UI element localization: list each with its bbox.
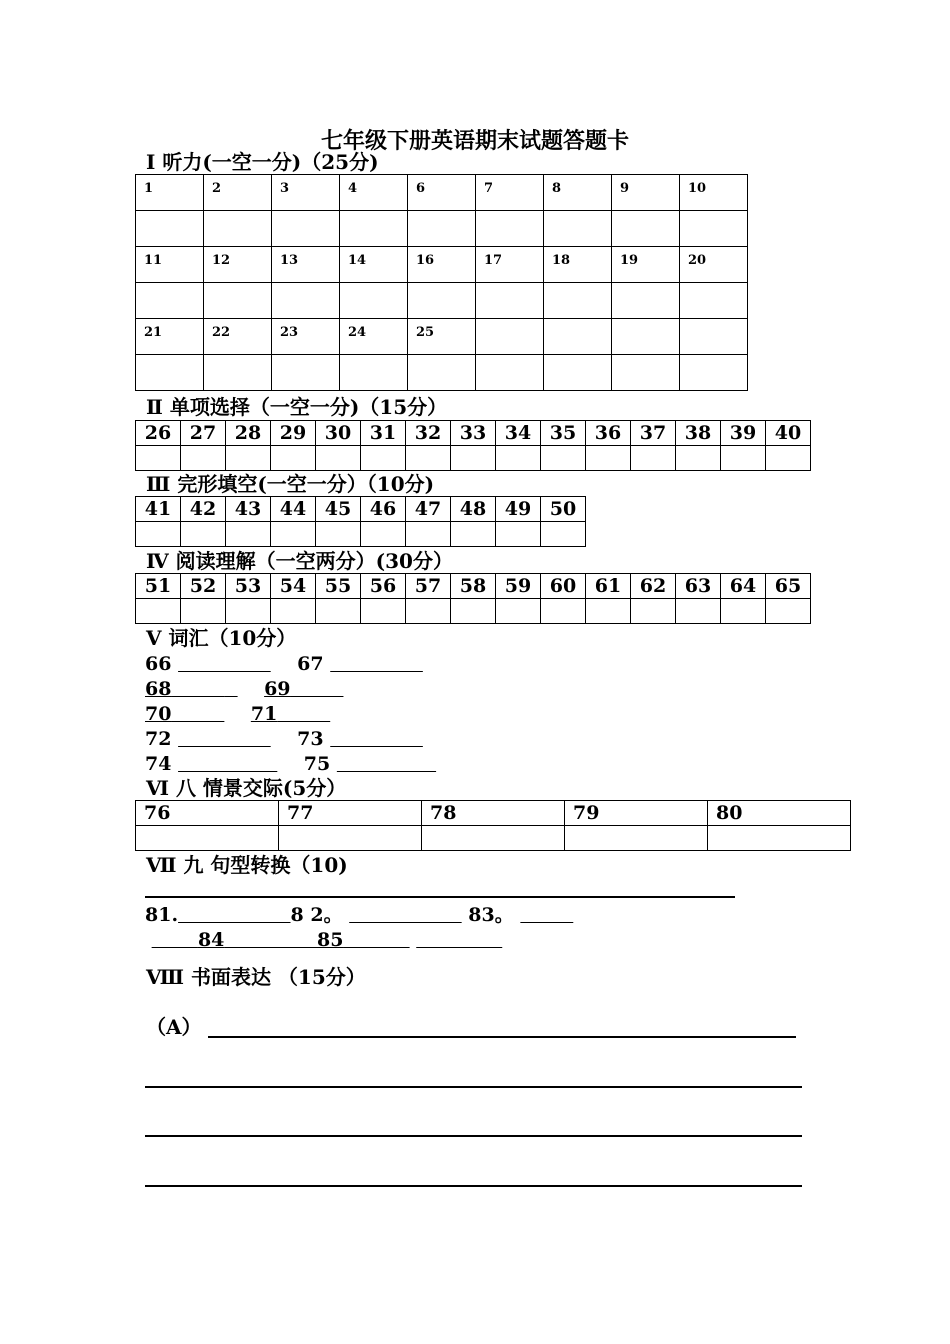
answer-cell[interactable] [408, 283, 476, 319]
empty-cell [544, 355, 612, 391]
answer-number-cell: 10 [680, 175, 748, 211]
answer-number-cell: 62 [631, 574, 676, 599]
vocab-line-72-73: 72 73 [145, 727, 423, 751]
answer-number-cell: 32 [406, 421, 451, 446]
answer-cell[interactable] [708, 826, 851, 851]
answer-cell[interactable] [340, 211, 408, 247]
answer-number-cell: 47 [406, 497, 451, 522]
writing-line[interactable] [145, 1086, 802, 1088]
answer-cell[interactable] [766, 446, 811, 471]
answer-number-cell: 60 [541, 574, 586, 599]
answer-number-cell: 56 [361, 574, 406, 599]
empty-cell [544, 319, 612, 355]
answer-cell[interactable] [544, 283, 612, 319]
answer-cell[interactable] [272, 211, 340, 247]
writing-line[interactable] [145, 1135, 802, 1137]
answer-number-cell: 51 [136, 574, 181, 599]
answer-number-cell: 44 [271, 497, 316, 522]
answer-number-cell: 43 [226, 497, 271, 522]
blank[interactable] [349, 904, 461, 926]
answer-number-cell: 63 [676, 574, 721, 599]
answer-cell[interactable] [496, 522, 541, 547]
section-reading-heading: Ⅳ 阅读理解（一空两分）(30分） [146, 549, 453, 573]
answer-cell[interactable] [226, 522, 271, 547]
reading-answer-table [135, 573, 811, 624]
writing-line[interactable] [145, 1185, 802, 1187]
answer-cell[interactable] [676, 599, 721, 624]
answer-number-cell: 28 [226, 421, 271, 446]
answer-cell[interactable] [496, 446, 541, 471]
answer-number-cell: 52 [181, 574, 226, 599]
answer-number-cell: 80 [708, 801, 851, 826]
section-cloze-heading: Ⅲ 完形填空(一空一分）（10分) [146, 472, 435, 496]
answer-cell[interactable] [680, 211, 748, 247]
answer-cell[interactable] [226, 446, 271, 471]
blank[interactable] [152, 929, 198, 951]
dialogue-answer-table [135, 800, 851, 851]
answer-cell[interactable] [226, 599, 271, 624]
answer-number-cell: 79 [565, 801, 708, 826]
answer-cell[interactable] [136, 283, 204, 319]
writing-line[interactable] [208, 1036, 796, 1038]
answer-cell[interactable] [136, 355, 204, 391]
answer-cell[interactable] [541, 599, 586, 624]
answer-cell[interactable] [272, 355, 340, 391]
blank[interactable] [520, 904, 573, 926]
answer-number-cell: 24 [340, 319, 408, 355]
answer-cell[interactable] [271, 446, 316, 471]
answer-number-cell: 4 [340, 175, 408, 211]
section-dialogue-heading: Ⅵ 八 情景交际(5分） [146, 776, 347, 800]
answer-number-cell: 54 [271, 574, 316, 599]
vocab-line-70-71: 70 71 [145, 703, 278, 725]
answer-cell[interactable] [721, 599, 766, 624]
blank[interactable] [178, 753, 277, 775]
answer-cell[interactable] [136, 522, 181, 547]
answer-cell[interactable] [340, 355, 408, 391]
empty-cell [612, 355, 680, 391]
empty-cell [680, 355, 748, 391]
answer-cell[interactable] [721, 446, 766, 471]
answer-cell[interactable] [361, 522, 406, 547]
choice-answer-table [135, 420, 811, 471]
answer-number-cell: 23 [272, 319, 340, 355]
empty-cell [476, 355, 544, 391]
empty-cell [612, 319, 680, 355]
answer-number-cell: 8 [544, 175, 612, 211]
answer-cell[interactable] [676, 446, 721, 471]
answer-cell[interactable] [680, 283, 748, 319]
answer-cell[interactable] [408, 211, 476, 247]
answer-number-cell: 61 [586, 574, 631, 599]
blank[interactable] [330, 653, 423, 675]
answer-cell[interactable] [136, 599, 181, 624]
answer-cell[interactable] [476, 283, 544, 319]
answer-cell[interactable] [631, 446, 676, 471]
answer-number-cell: 27 [181, 421, 226, 446]
vocab-line-68-69: 68 69 [145, 678, 291, 700]
answer-number-cell: 21 [136, 319, 204, 355]
answer-cell[interactable] [408, 355, 476, 391]
answer-cell[interactable] [136, 826, 279, 851]
answer-number-cell: 17 [476, 247, 544, 283]
answer-cell[interactable] [565, 826, 708, 851]
answer-number-cell: 58 [451, 574, 496, 599]
answer-number-cell: 2 [204, 175, 272, 211]
empty-cell [680, 319, 748, 355]
answer-cell[interactable] [279, 826, 422, 851]
blank[interactable] [224, 678, 237, 700]
answer-cell[interactable] [204, 355, 272, 391]
answer-number-cell: 22 [204, 319, 272, 355]
answer-cell[interactable] [422, 826, 565, 851]
blank[interactable] [224, 929, 317, 951]
answer-number-cell: 40 [766, 421, 811, 446]
answer-number-cell: 14 [340, 247, 408, 283]
answer-number-cell: 41 [136, 497, 181, 522]
answer-number-cell: 3 [272, 175, 340, 211]
blank[interactable] [337, 753, 436, 775]
answer-cell[interactable] [631, 599, 676, 624]
answer-cell[interactable] [406, 522, 451, 547]
answer-number-cell: 18 [544, 247, 612, 283]
answer-number-cell: 42 [181, 497, 226, 522]
answer-cell[interactable] [271, 599, 316, 624]
answer-number-cell: 76 [136, 801, 279, 826]
answer-cell[interactable] [316, 599, 361, 624]
answer-number-cell: 59 [496, 574, 541, 599]
listening-answer-table [135, 174, 748, 391]
blank[interactable] [178, 653, 271, 675]
section-vocab-heading: Ⅴ 词汇（10分） [146, 626, 297, 650]
answer-cell[interactable] [361, 599, 406, 624]
answer-cell[interactable] [181, 522, 226, 547]
answer-number-cell: 77 [279, 801, 422, 826]
blank[interactable] [178, 904, 290, 926]
answer-number-cell: 78 [422, 801, 565, 826]
answer-cell[interactable] [544, 211, 612, 247]
answer-number-cell: 13 [272, 247, 340, 283]
section-choice-heading: Ⅱ 单项选择（一空一分)（15分） [146, 395, 448, 419]
answer-number-cell: 57 [406, 574, 451, 599]
answer-cell[interactable] [766, 599, 811, 624]
answer-cell[interactable] [612, 283, 680, 319]
answer-number-cell: 33 [451, 421, 496, 446]
answer-number-cell: 64 [721, 574, 766, 599]
answer-number-cell: 19 [612, 247, 680, 283]
answer-number-cell: 49 [496, 497, 541, 522]
answer-number-cell: 30 [316, 421, 361, 446]
answer-number-cell: 26 [136, 421, 181, 446]
answer-cell[interactable] [361, 446, 406, 471]
answer-cell[interactable] [181, 446, 226, 471]
answer-cell[interactable] [204, 211, 272, 247]
answer-number-cell: 29 [271, 421, 316, 446]
answer-cell[interactable] [612, 211, 680, 247]
transform-line-84-85: 84 85 [145, 928, 502, 952]
answer-cell[interactable] [476, 211, 544, 247]
answer-cell[interactable] [451, 446, 496, 471]
answer-number-cell: 50 [541, 497, 586, 522]
answer-number-cell: 9 [612, 175, 680, 211]
answer-number-cell: 7 [476, 175, 544, 211]
section-listening-heading: Ⅰ 听力(一空一分)（25分) [146, 150, 379, 174]
answer-cell[interactable] [406, 446, 451, 471]
answer-number-cell: 46 [361, 497, 406, 522]
answer-number-cell: 65 [766, 574, 811, 599]
answer-number-cell: 11 [136, 247, 204, 283]
answer-number-cell: 12 [204, 247, 272, 283]
blank[interactable] [343, 929, 409, 951]
empty-cell [476, 319, 544, 355]
answer-cell[interactable] [316, 446, 361, 471]
writing-label: （A） [146, 1015, 202, 1039]
page-title: 七年级下册英语期末试题答题卡 [320, 128, 629, 154]
vocab-line-74-75: 74 75 [145, 752, 436, 776]
blank[interactable] [416, 929, 502, 951]
answer-line[interactable] [145, 896, 735, 898]
answer-number-cell: 45 [316, 497, 361, 522]
answer-cell[interactable] [136, 446, 181, 471]
answer-cell[interactable] [271, 522, 316, 547]
answer-number-cell: 1 [136, 175, 204, 211]
answer-cell[interactable] [136, 211, 204, 247]
answer-cell[interactable] [496, 599, 541, 624]
answer-cell[interactable] [541, 522, 586, 547]
answer-number-cell: 25 [408, 319, 476, 355]
blank[interactable] [330, 728, 423, 750]
answer-cell[interactable] [181, 599, 226, 624]
answer-number-cell: 39 [721, 421, 766, 446]
answer-cell[interactable] [541, 446, 586, 471]
answer-cell[interactable] [316, 522, 361, 547]
answer-number-cell: 31 [361, 421, 406, 446]
answer-number-cell: 6 [408, 175, 476, 211]
answer-number-cell: 53 [226, 574, 271, 599]
answer-cell[interactable] [451, 522, 496, 547]
answer-number-cell: 20 [680, 247, 748, 283]
answer-cell[interactable] [451, 599, 496, 624]
answer-cell[interactable] [204, 283, 272, 319]
cloze-answer-table [135, 496, 586, 547]
answer-number-cell: 16 [408, 247, 476, 283]
answer-number-cell: 35 [541, 421, 586, 446]
section-transform-heading: Ⅶ 九 句型转换（10) [146, 853, 348, 877]
blank[interactable] [178, 728, 271, 750]
answer-number-cell: 38 [676, 421, 721, 446]
answer-number-cell: 48 [451, 497, 496, 522]
section-writing-heading: Ⅷ 书面表达 （15分） [146, 965, 366, 989]
answer-cell[interactable] [586, 446, 631, 471]
answer-number-cell: 34 [496, 421, 541, 446]
answer-cell[interactable] [586, 599, 631, 624]
answer-cell[interactable] [406, 599, 451, 624]
answer-number-cell: 37 [631, 421, 676, 446]
answer-cell[interactable] [272, 283, 340, 319]
vocab-line-66-67: 66 67 [145, 652, 423, 676]
answer-cell[interactable] [340, 283, 408, 319]
answer-number-cell: 36 [586, 421, 631, 446]
transform-line-81-83: 81. 8 2。 83。 [145, 903, 573, 927]
answer-number-cell: 55 [316, 574, 361, 599]
